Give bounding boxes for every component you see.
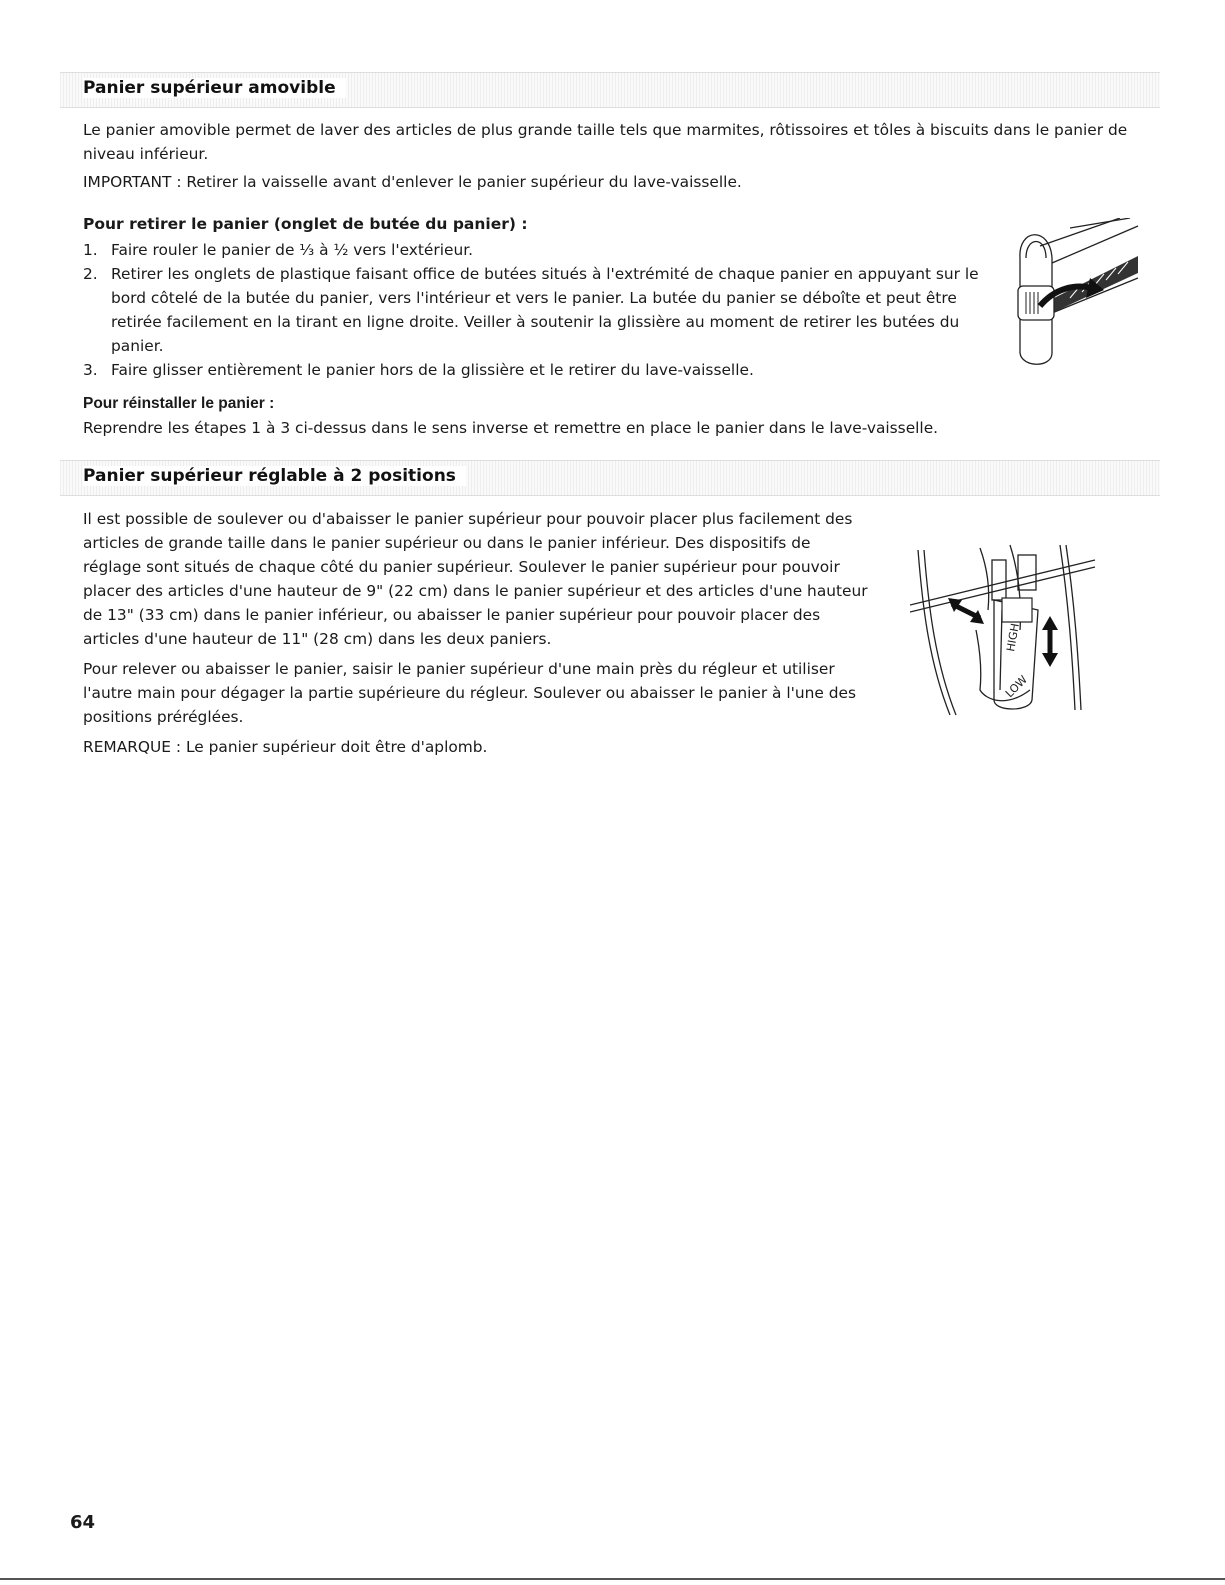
high-label: HIGH	[1004, 622, 1022, 653]
step-item	[83, 238, 998, 262]
remove-heading: Pour retirer le panier (onglet de butée du panier) :	[83, 215, 528, 233]
reinstall-heading: Pour réinstaller le panier :	[83, 395, 275, 412]
section-title: Panier supérieur amovible	[83, 78, 346, 98]
step-text: Faire rouler le panier de ⅓ à ½ vers l'extérieur.	[111, 241, 474, 259]
reinstall-instructions	[83, 392, 1143, 440]
step-text: Faire glisser entièrement le panier hors de la glissière et le retirer du lave-vaisselle.	[111, 361, 754, 379]
adjustable-paragraph-1: Il est possible de soulever ou d'abaisser le panier supérieur pour pouvoir placer plus facilement des articles de grande taille dans le panier supérieur ou dans le panier inférieur. Des dispositifs de réglage sont situés de chaque côté du panier supérieur. Soulever le panier supérieur pour pouvoir placer des articles d'une hauteur de 9" (22 cm) dans le panier supérieur et des articles d'une hauteur de 13" (33 cm) dans le panier inférieur, ou abaisser le panier supérieur pour pouvoir placer des articles d'une hauteur de 11" (28 cm) dans les deux paniers.	[83, 510, 868, 648]
section-header-removable-rack	[60, 72, 1160, 108]
step-number: 2.	[83, 265, 98, 283]
low-label: LOW	[1002, 673, 1030, 701]
step-number: 1.	[83, 241, 98, 259]
step-item	[83, 358, 1151, 382]
page-number: 64	[70, 1512, 96, 1533]
removable-rack-intro	[83, 118, 1143, 194]
section-title: Panier supérieur réglable à 2 positions	[83, 466, 466, 486]
step-item	[83, 262, 998, 358]
remove-instructions	[83, 212, 998, 382]
bottom-rule	[0, 1578, 1225, 1580]
adjustable-rack-text	[83, 507, 873, 759]
adjustable-paragraph-2: Pour relever ou abaisser le panier, saisir le panier supérieur d'une main près du régleur et utiliser l'autre main pour dégager la partie supérieure du régleur. Soulever ou abaisser le panier à l'une des positions préréglées.	[83, 660, 857, 726]
rack-adjuster-illustration	[910, 540, 1100, 720]
level-note: REMARQUE : Le panier supérieur doit être d'aplomb.	[83, 738, 488, 756]
remove-steps-list	[83, 238, 998, 382]
rack-stop-illustration	[1010, 218, 1145, 373]
reinstall-text: Reprendre les étapes 1 à 3 ci-dessus dans le sens inverse et remettre en place le panier dans le lave-vaisselle.	[83, 419, 939, 437]
important-note: IMPORTANT : Retirer la vaisselle avant d'enlever le panier supérieur du lave-vaisselle.	[83, 173, 742, 191]
step-text: Retirer les onglets de plastique faisant office de butées situés à l'extrémité de chaque panier en appuyant sur le bord côtelé de la butée du panier, vers l'intérieur et vers le panier. La butée du panier se déboîte et peut être retirée facilement en la tirant en ligne droite. Veiller à soutenir la glissière au moment de retirer les butées du panier.	[111, 265, 979, 355]
step-number: 3.	[83, 361, 98, 379]
intro-paragraph: Le panier amovible permet de laver des articles de plus grande taille tels que marmites, rôtissoires et tôles à biscuits dans le panier de niveau inférieur.	[83, 121, 1128, 163]
section-header-adjustable-rack	[60, 460, 1160, 496]
